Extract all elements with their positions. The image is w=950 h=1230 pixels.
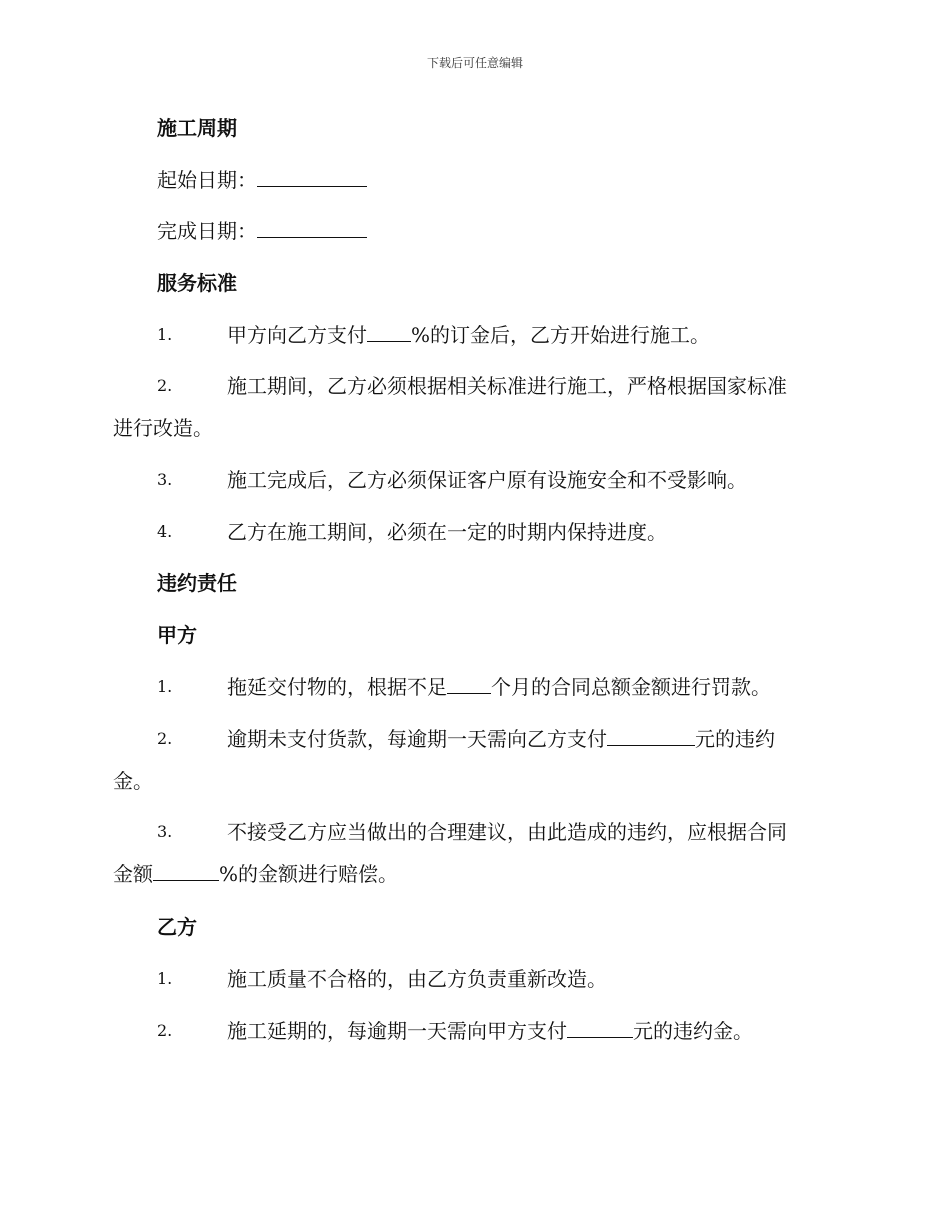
party-a-item-2-pre: 逾期未支付货款，每逾期一天需向乙方支付 [227,727,607,751]
party-b-item-2-number: 2. [157,1021,173,1040]
start-date-blank[interactable] [257,168,367,187]
section-title-schedule: 施工周期 [157,116,237,140]
party-a-item-3-cont-post: %的金额进行赔偿。 [219,862,399,886]
service-item-1-text [227,323,710,347]
deposit-percent-blank[interactable] [367,323,411,342]
service-item-1-post: %的订金后，乙方开始进行施工。 [411,323,711,347]
party-a-item-3-continuation [113,862,398,886]
party-b-item-2-post: 元的违约金。 [633,1019,753,1043]
service-item-1-pre: 甲方向乙方支付 [227,323,367,347]
party-a-penalty-blank[interactable] [607,727,695,746]
party-a-item-3-number: 3. [157,822,173,841]
months-blank[interactable] [447,675,491,694]
party-a-item-2-post: 元的违约 [695,727,775,751]
party-a-item-1-number: 1. [157,677,173,696]
service-item-2-number: 2. [157,376,173,395]
party-b-penalty-blank[interactable] [567,1019,633,1038]
start-date-row [157,168,367,192]
party-a-item-1-pre: 拖延交付物的，根据不足 [227,675,447,699]
party-b-item-2-text [227,1019,753,1043]
party-a-item-2-number: 2. [157,729,173,748]
party-a-item-1-text [227,675,771,699]
service-item-3-number: 3. [157,470,173,489]
party-b-title: 乙方 [157,915,197,939]
party-a-item-3-text: 不接受乙方应当做出的合理建议，由此造成的违约，应根据合同 [227,820,787,844]
start-date-label: 起始日期： [157,168,257,192]
party-b-item-2-pre: 施工延期的，每逾期一天需向甲方支付 [227,1019,567,1043]
service-item-1-number: 1. [157,325,173,344]
party-b-item-1-text: 施工质量不合格的，由乙方负责重新改造。 [227,967,607,991]
service-item-3-text: 施工完成后，乙方必须保证客户原有设施安全和不受影响。 [227,468,747,492]
service-item-4-number: 4. [157,522,173,541]
section-title-liability: 违约责任 [157,571,237,595]
service-item-2-text: 施工期间，乙方必须根据相关标准进行施工，严格根据国家标准 [227,374,787,398]
party-a-title: 甲方 [157,623,197,647]
service-item-2-continuation: 进行改造。 [113,416,213,440]
party-a-item-2-continuation: 金。 [113,769,153,793]
party-a-item-2-text [227,727,775,751]
party-b-item-1-number: 1. [157,969,173,988]
page-header: 下载后可任意编辑 [426,56,523,70]
end-date-row [157,219,367,243]
end-date-blank[interactable] [257,219,367,238]
section-title-service: 服务标准 [157,271,237,295]
end-date-label: 完成日期： [157,219,257,243]
party-a-item-3-cont-pre: 金额 [113,862,153,886]
party-a-item-1-post: 个月的合同总额金额进行罚款。 [491,675,771,699]
compensation-percent-blank[interactable] [153,862,219,881]
service-item-4-text: 乙方在施工期间，必须在一定的时期内保持进度。 [227,520,667,544]
